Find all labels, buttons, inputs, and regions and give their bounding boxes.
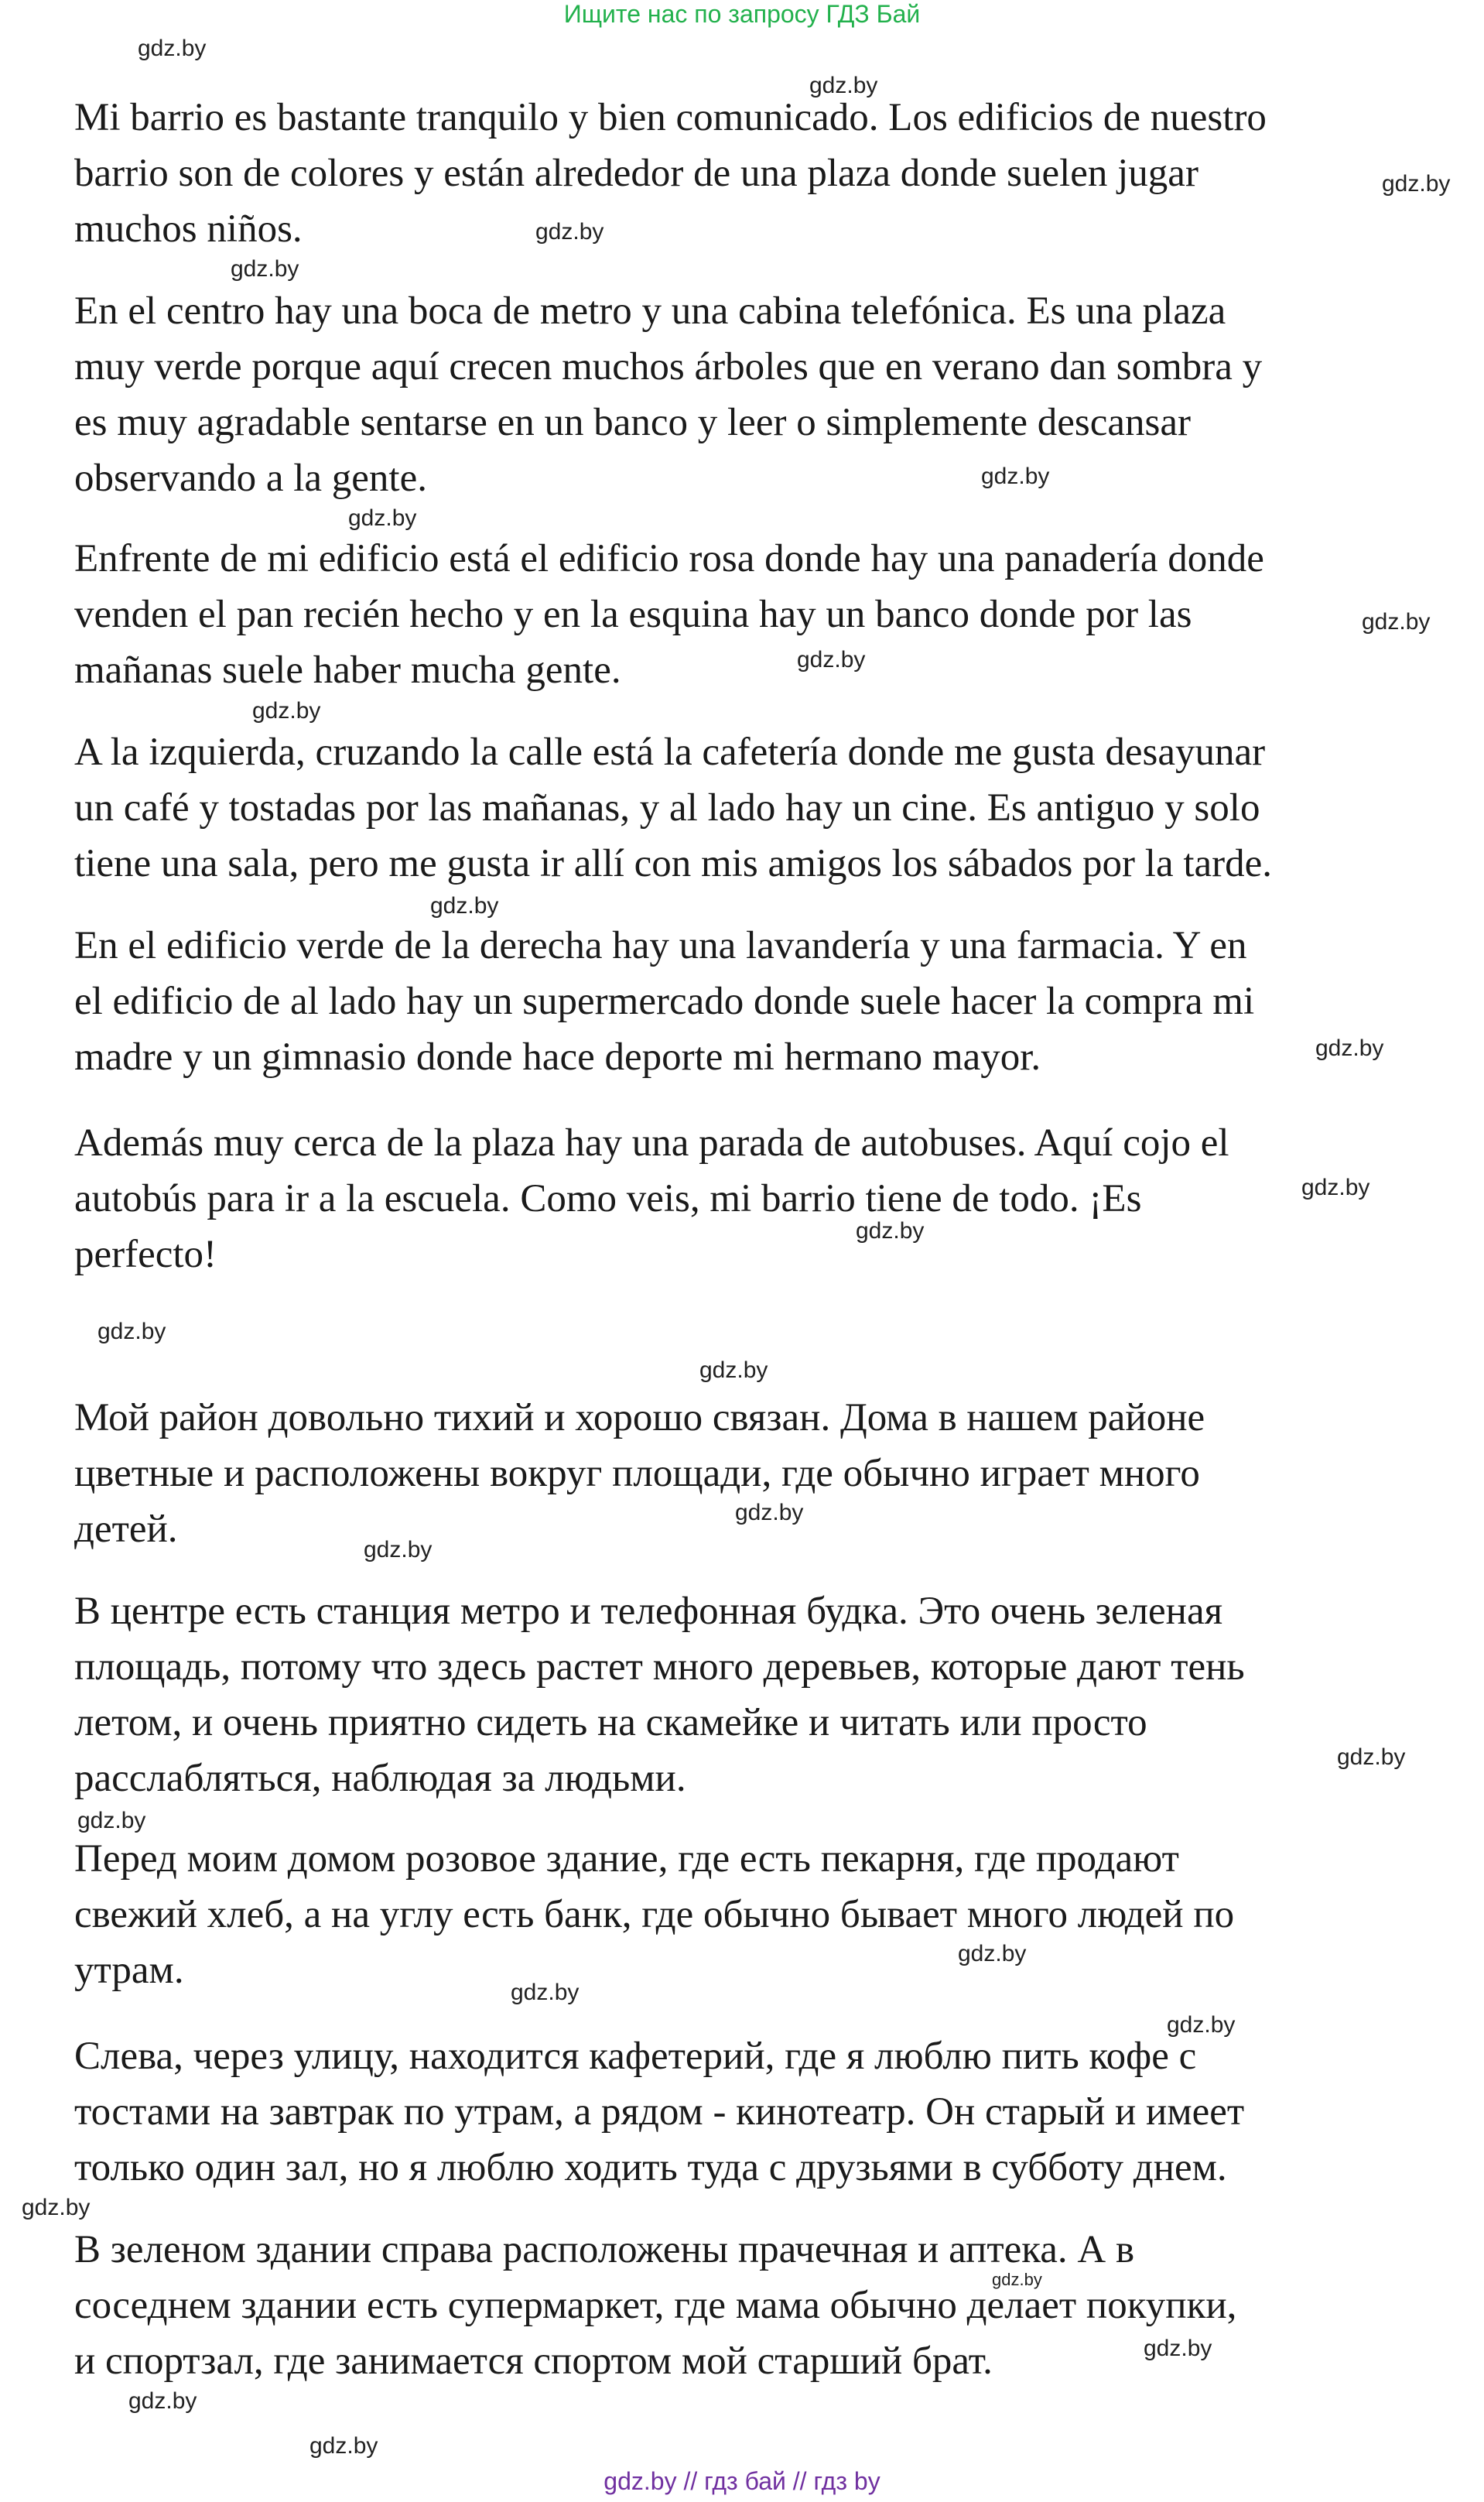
watermark: gdz.by [735, 1500, 804, 1525]
paragraph-es-1: Mi barrio es bastante tranquilo y bien comunicado. Los edificios de nuestro barrio son de colores y están alrededor de una plaza donde suelen jugar muchos niños. [74, 96, 1267, 251]
watermark: gdz.by [797, 647, 866, 673]
top-banner: Ищите нас по запросу ГДЗ Бай [563, 0, 921, 28]
watermark: gdz.by [1315, 1035, 1384, 1061]
watermark: gdz.by [252, 698, 321, 724]
watermark: gdz.by [138, 36, 207, 61]
watermark: gdz.by [958, 1941, 1027, 1966]
watermark: gdz.by [430, 893, 499, 919]
watermark: gdz.by [992, 2270, 1042, 2289]
watermark: gdz.by [1144, 2336, 1212, 2361]
paragraph-es-6: Además muy cerca de la plaza hay una parada de autobuses. Aquí cojo el autobús para ir a la escuela. Como veis, mi barrio tiene de todo. ¡Es perfecto! [74, 1121, 1229, 1276]
watermark: gdz.by [348, 505, 417, 531]
watermark: gdz.by [128, 2388, 197, 2414]
footer-links[interactable]: gdz.by // гдз бай // гдз by [604, 2467, 880, 2495]
paragraph-es-3: Enfrente de mi edificio está el edificio rosa donde hay una panadería donde venden el pan recién hecho y en la esquina hay un banco donde por las mañanas suele haber mucha gente. [74, 537, 1264, 692]
paragraph-ru-1: Мой район довольно тихий и хорошо связан. Дома в нашем районе цветные и расположены вокруг площади, где обычно играет много детей. [74, 1396, 1205, 1551]
watermark: gdz.by [511, 1980, 580, 2005]
watermark: gdz.by [1382, 171, 1451, 197]
paragraph-es-2: En el centro hay una boca de metro y una cabina telefónica. Es una plaza muy verde porque aquí crecen muchos árboles que en verano dan sombra y es muy agradable sentarse en un banco y leer o simplemente descansar observando a la gente. [74, 289, 1263, 500]
watermark: gdz.by [809, 73, 878, 98]
watermark: gdz.by [981, 464, 1050, 489]
watermark: gdz.by [231, 256, 299, 282]
watermark: gdz.by [699, 1357, 768, 1383]
watermark: gdz.by [1362, 609, 1431, 635]
watermark: gdz.by [1167, 2012, 1236, 2038]
paragraph-ru-4: Слева, через улицу, находится кафетерий, где я люблю пить кофе с тостами на завтрак по утрам, а рядом - кинотеатр. Он старый и имеет только один зал, но я люблю ходить туда с друзьями в субботу днем. [74, 2035, 1245, 2189]
watermark: gdz.by [1337, 1744, 1406, 1770]
watermark: gdz.by [856, 1218, 925, 1244]
paragraph-es-5: En el edificio verde de la derecha hay una lavandería y una farmacia. Y en el edificio de al lado hay un supermercado donde suele hacer la compra mi madre y un gimnasio donde hace deporte mi hermano mayor. [74, 924, 1255, 1079]
watermark: gdz.by [1301, 1175, 1370, 1200]
watermark: gdz.by [22, 2195, 91, 2220]
watermark: gdz.by [364, 1537, 433, 1562]
paragraph-ru-3: Перед моим домом розовое здание, где есть пекарня, где продают свежий хлеб, а на углу есть банк, где обычно бывает много людей по утрам. [74, 1837, 1235, 1992]
watermark: gdz.by [97, 1319, 166, 1344]
paragraph-es-4: A la izquierda, cruzando la calle está la cafetería donde me gusta desayunar un café y tostadas por las mañanas, y al lado hay un cine. Es antiguo y solo tiene una sala, pero me gusta ir allí con mis amigos los sábados por la tarde. [74, 731, 1273, 885]
watermark: gdz.by [535, 219, 604, 245]
paragraph-ru-5: В зеленом здании справа расположены прачечная и аптека. А в соседнем здании есть супермаркет, где мама обычно делает покупки, и спортзал, где занимается спортом мой старший брат. [74, 2228, 1237, 2383]
watermark: gdz.by [309, 2433, 378, 2459]
paragraph-ru-2: В центре есть станция метро и телефонная будка. Это очень зеленая площадь, потому что здесь растет много деревьев, которые дают тень летом, и очень приятно сидеть на скамейке и читать или просто расслабляться, наблюдая за людьми. [74, 1590, 1245, 1800]
watermark: gdz.by [77, 1808, 146, 1833]
